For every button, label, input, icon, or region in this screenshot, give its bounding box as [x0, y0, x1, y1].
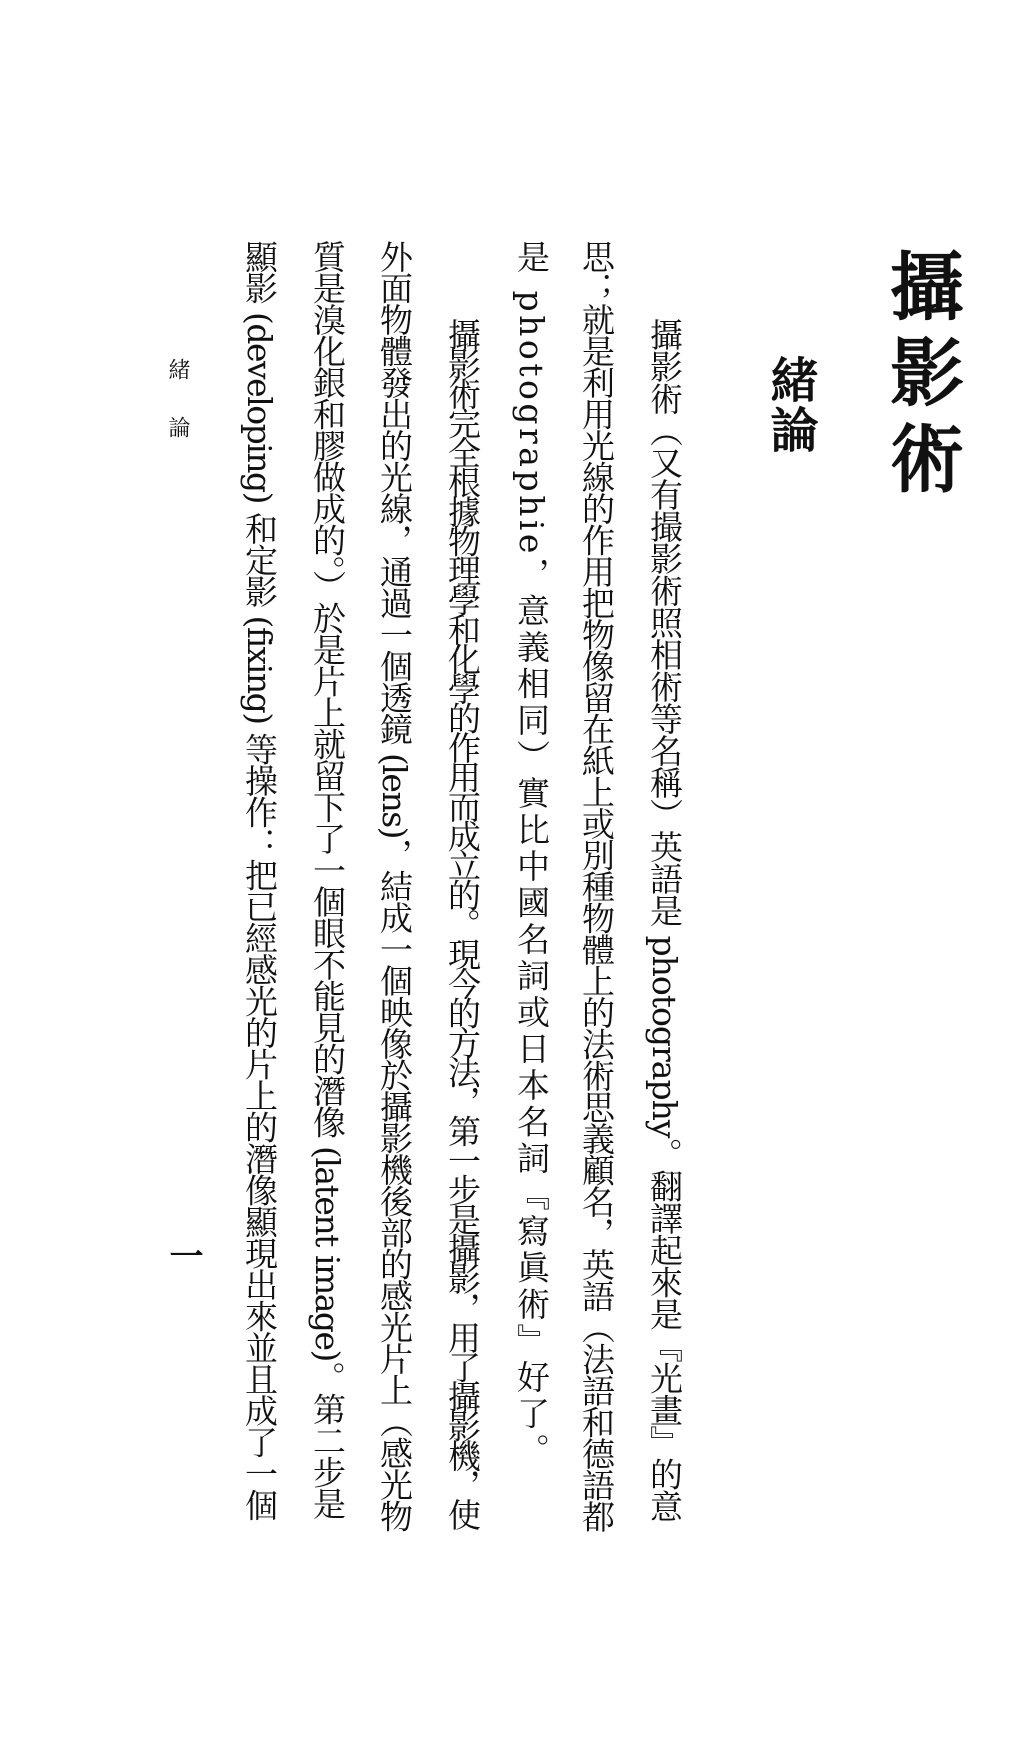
book-title: 攝影術 [878, 248, 964, 506]
body-line-6: 質是溴化銀和膠做成的。）於是片上就留下了一個眼不能見的潛像 (latent image)。第二步是 [308, 240, 347, 1519]
body-line-7: 顯影 (developing) 和定影 (fixing) 等操作：把已經感光的片上的潛像顯現出來並且成了一個 [240, 240, 279, 1521]
chapter-title: 緒論 [762, 355, 818, 455]
running-header: 緒論 [165, 358, 190, 474]
body-line-4: 攝影術完全根據物理學和化學的作用而成立的。現今的方法，第一步是攝影，用了攝影機，使 [443, 318, 482, 1528]
body-line-5: 外面物體發出的光線，通過一個透鏡 (lens)，結成一個映像於攝影機後部的感光片上（感光物 [375, 240, 414, 1532]
body-line-3: 是 photographie，意義相同）實比中國名詞或日本名詞『寫眞術』好了。 [512, 240, 551, 1470]
page-number: 一 [163, 1238, 203, 1272]
body-line-2: 思；就是利用光線的作用把物像留在紙上或別種物體上的法術思義顧名，英語（法語和德語都 [577, 240, 616, 1532]
body-line-1: 攝影術（又有撮影術照相術等名稱）英語是 photography。翻譯起來是『光畫』的意 [645, 318, 684, 1522]
